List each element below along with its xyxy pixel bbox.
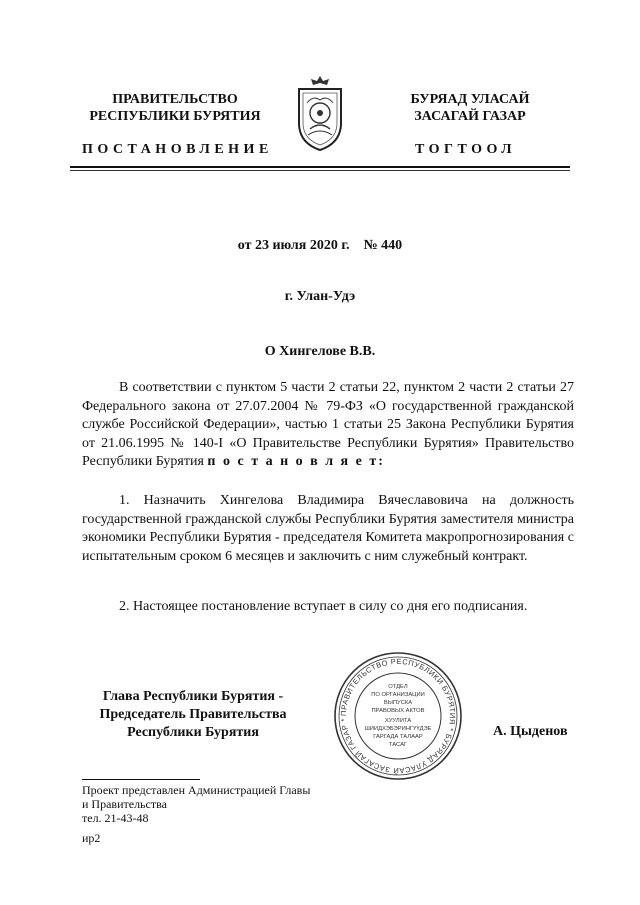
header-right-line1: БУРЯАД УЛАСАЙ (410, 92, 530, 107)
stamp-line-5: ХУУЛИТА (384, 718, 412, 724)
footer-code: ир2 (82, 831, 101, 845)
coat-of-arms-icon (293, 73, 347, 153)
document-city: г. Улан-Удэ (284, 289, 356, 304)
paragraph-item-2: 2. Настоящее постановление вступает в силу со дня его подписания. (119, 599, 528, 614)
header-left-line1: ПРАВИТЕЛЬСТВО (112, 92, 238, 107)
stamp-line-3: ВЫПУСКА (383, 700, 413, 706)
document-subject: О Хингелове В.В. (264, 344, 376, 359)
footer-note (82, 783, 382, 825)
signatory-name: А. Цыденов (493, 724, 568, 739)
signature-title-line2: Председатель Правительства (99, 707, 287, 722)
paragraph-preamble (82, 379, 574, 472)
stamp-line-8: ТАСАГ (388, 742, 408, 748)
stamp-ring-text: ПРАВИТЕЛЬСТВО РЕСПУБЛИКИ БУРЯТИЯ * БУРЯАД УЛАСАЙ ЗАСАГАЙ ГАЗАР * (338, 656, 458, 776)
signature-title-line1: Глава Республики Бурятия - (102, 689, 284, 704)
header-left-org (70, 91, 280, 125)
header-divider-thin (70, 170, 570, 171)
svg-text:ПРАВИТЕЛЬСТВО РЕСПУБЛИКИ БУРЯТ (339, 657, 457, 775)
signature-title (82, 688, 304, 742)
preamble-text: В соответствии с пунктом 5 части 2 статьи 22, пунктом 2 части 2 статьи 27 Федерального закона от 27.07.2004 № 79-ФЗ «О государственной гражданской службе Российской Федерации», частью 1 статьи 25 Закона Республики Бурятия от 21.06.1995 № 140-I «О Правительстве Республики Бурятия» Правительство Республики Бурятия (82, 380, 574, 470)
stamp-line-4: ПРАВОВЫХ АКТОВ (371, 708, 425, 714)
official-stamp (332, 650, 464, 782)
doc-type-right: ТОГТООЛ (415, 142, 517, 157)
stamp-line-2: ПО ОРГАНИЗАЦИИ (371, 692, 425, 698)
document-date-number: от 23 июля 2020 г. № 440 (237, 238, 403, 253)
doc-type-left: ПОСТАНОВЛЕНИЕ (82, 142, 273, 157)
header-divider (70, 166, 570, 168)
stamp-line-7: ГАРГАДА ТАЛААР (373, 734, 423, 740)
stamp-line-6: ШИИДХЭБЭРИНГҮҮДЭЕ (364, 726, 432, 732)
preamble-emphasis: п о с т а н о в л я е т: (207, 454, 385, 470)
footer-phone: тел. 21-43-48 (82, 811, 149, 825)
header-left-line2: РЕСПУБЛИКИ БУРЯТИЯ (89, 109, 261, 124)
paragraph-item-1: 1. Назначить Хингелова Владимира Вячеславовича на должность государственной гражданской службы Республики Бурятия заместителя министра экономики Республики Бурятия - председателя Комитета макропрогнозирования с испытательным сроком 6 месяцев и заключить с ним служебный контракт. (82, 493, 574, 564)
signature-title-line3: Республики Бурятия (127, 725, 259, 740)
header-right-line2: ЗАСАГАЙ ГАЗАР (414, 109, 526, 124)
header-right-org (370, 91, 570, 125)
footer-line1: Проект представлен Администрацией Главы (82, 783, 311, 797)
footer-divider (82, 779, 200, 780)
footer-line2: и Правительства (82, 797, 167, 811)
stamp-line-1: ОТДЕЛ (388, 684, 408, 690)
